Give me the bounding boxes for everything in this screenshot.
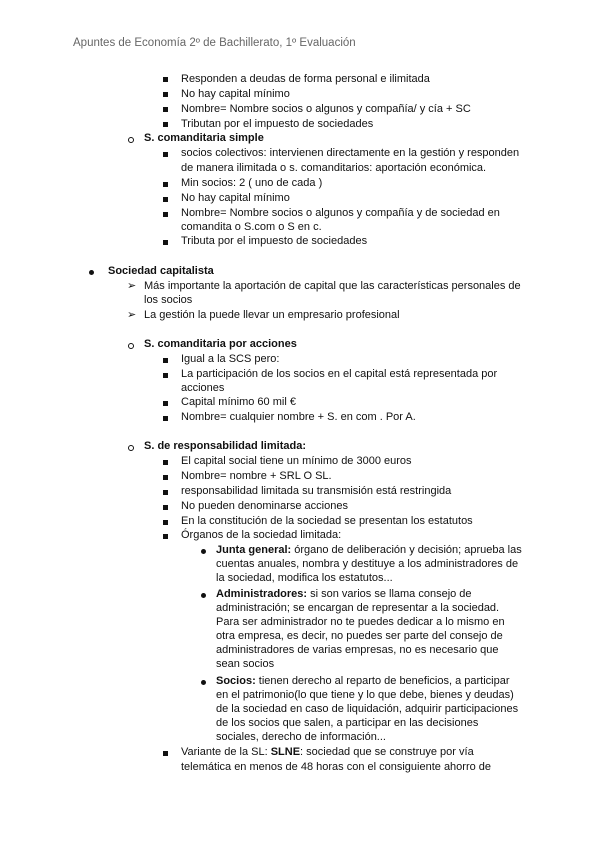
list-item: socios colectivos: intervienen directamente en la gestión y responden: [181, 147, 520, 159]
list-item: No pueden denominarse acciones: [181, 500, 348, 512]
slne-text: : sociedad que se construye por vía: [300, 746, 474, 758]
organ-text-continuation: de la sociedad en caso de liquidación, adquirir participaciones: [216, 703, 519, 715]
square-bullet-icon: [163, 212, 168, 217]
filled-circle-bullet-icon: [201, 593, 206, 598]
list-item: Nombre= nombre + SRL O SL.: [181, 470, 332, 482]
list-item-continuation: comandita o S.com o S en c.: [181, 221, 322, 233]
list-item: Nombre= Nombre socios o algunos y compañía/ y cía + SC: [181, 103, 471, 115]
organ-text: si son varios se llama consejo de: [307, 588, 472, 600]
square-bullet-icon: [163, 401, 168, 406]
organ-label-junta: Junta general:: [216, 544, 292, 556]
slne-label: SLNE: [270, 746, 301, 758]
section-heading-srl: S. de responsabilidad limitada:: [144, 440, 306, 452]
list-item: No hay capital mínimo: [181, 88, 290, 100]
organ-text-continuation: sociales, derecho de información...: [216, 731, 386, 743]
list-item: Capital mínimo 60 mil €: [181, 396, 296, 408]
hollow-circle-bullet-icon: [128, 445, 134, 451]
hollow-circle-bullet-icon: [128, 343, 134, 349]
square-bullet-icon: [163, 534, 168, 539]
organ-text-continuation: Para ser administrador no te puedes dedicar a lo mismo en: [216, 616, 505, 628]
list-item: responsabilidad limitada su transmisión está restringida: [181, 485, 452, 497]
square-bullet-icon: [163, 751, 168, 756]
list-item: Igual a la SCS pero:: [181, 353, 280, 365]
square-bullet-icon: [163, 107, 168, 112]
list-item: No hay capital mínimo: [181, 192, 290, 204]
hollow-circle-bullet-icon: [128, 137, 134, 143]
list-item: Tributan por el impuesto de sociedades: [181, 118, 374, 130]
list-item: Min socios: 2 ( uno de cada ): [181, 177, 323, 189]
organ-text-continuation: cuentas anuales, nombra y destituye a los administradores de: [216, 558, 519, 570]
square-bullet-icon: [163, 505, 168, 510]
section-heading-scpa: S. comanditaria por acciones: [144, 338, 297, 350]
square-bullet-icon: [163, 197, 168, 202]
square-bullet-icon: [163, 122, 168, 127]
list-item-continuation: acciones: [181, 382, 225, 394]
organ-text-continuation: otra empresa, es decir, no puedes ser parte del consejo de: [216, 630, 503, 642]
organ-item-socios: [216, 674, 510, 689]
organ-text-continuation: la sociedad, modifica los estatutos...: [216, 572, 393, 584]
filled-circle-bullet-icon: [201, 680, 206, 685]
list-item-continuation: los socios: [144, 294, 193, 306]
section-heading-scs: S. comanditaria simple: [144, 132, 264, 144]
list-item-continuation: telemática en menos de 48 horas con el consiguiente ahorro de: [181, 761, 492, 773]
list-item: Más importante la aportación de capital que las características personales de: [144, 280, 521, 292]
organ-text-continuation: sean socios: [216, 658, 275, 670]
filled-circle-bullet-icon: [201, 549, 206, 554]
organ-item-junta: [216, 543, 522, 558]
square-bullet-icon: [163, 182, 168, 187]
list-item: La gestión la puede llevar un empresario profesional: [144, 309, 400, 321]
square-bullet-icon: [163, 520, 168, 525]
organ-text-continuation: administración; se encargan de representar a la sociedad.: [216, 602, 500, 614]
list-item: Nombre= cualquier nombre + S. en com . Por A.: [181, 411, 416, 423]
organ-label-administradores: Administradores:: [216, 588, 308, 600]
square-bullet-icon: [163, 460, 168, 465]
square-bullet-icon: [163, 416, 168, 421]
filled-circle-bullet-icon: [89, 270, 94, 275]
arrow-bullet-icon: ➢: [127, 280, 137, 292]
organ-text: órgano de deliberación y decisión; aprueba las: [291, 544, 522, 556]
organ-label-socios: Socios:: [216, 675, 256, 687]
organ-text: tienen derecho al reparto de beneficios, a participar: [255, 675, 510, 687]
list-item: La participación de los socios en el capital está representada por: [181, 368, 498, 380]
square-bullet-icon: [163, 373, 168, 378]
list-item: En la constitución de la sociedad se presentan los estatutos: [181, 515, 473, 527]
list-item: Tributa por el impuesto de sociedades: [181, 235, 368, 247]
square-bullet-icon: [163, 490, 168, 495]
list-item: El capital social tiene un mínimo de 3000 euros: [181, 455, 412, 467]
square-bullet-icon: [163, 358, 168, 363]
square-bullet-icon: [163, 92, 168, 97]
arrow-bullet-icon: ➢: [127, 309, 137, 321]
square-bullet-icon: [163, 240, 168, 245]
section-heading-capitalista: Sociedad capitalista: [108, 265, 214, 277]
list-item-slne: [181, 745, 474, 760]
organ-text-continuation: en el patrimonio(lo que tiene y lo que debe, bienes y deudas): [216, 689, 514, 701]
organ-text-continuation: administradores de varias empresas, no es necesario que: [216, 644, 499, 656]
square-bullet-icon: [163, 475, 168, 480]
page-header: Apuntes de Economía 2º de Bachillerato, 1º Evaluación: [73, 37, 356, 49]
list-item: Órganos de la sociedad limitada:: [181, 529, 342, 541]
organ-item-administradores: [216, 587, 472, 602]
square-bullet-icon: [163, 77, 168, 82]
list-item: Responden a deudas de forma personal e ilimitada: [181, 73, 430, 85]
list-item: Nombre= Nombre socios o algunos y compañía y de sociedad en: [181, 207, 500, 219]
list-item-continuation: de manera ilimitada o s. comanditarios: aportación económica.: [181, 162, 487, 174]
slne-prefix: Variante de la SL:: [181, 746, 271, 758]
organ-text-continuation: de los socios que salen, a participar en las decisiones: [216, 717, 479, 729]
square-bullet-icon: [163, 152, 168, 157]
